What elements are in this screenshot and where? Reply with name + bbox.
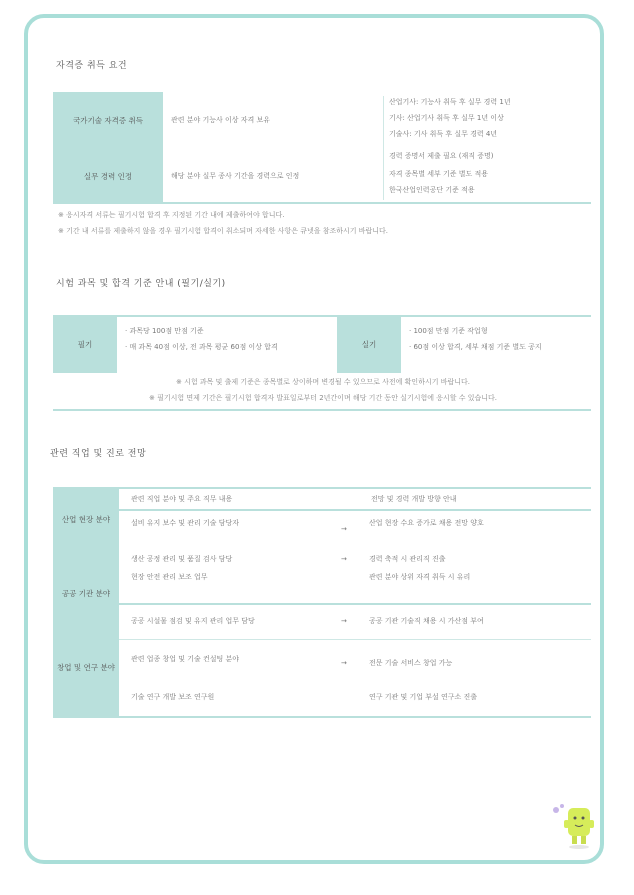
section2-left-label: 필기 (77, 340, 93, 349)
section1-row1-label-cell (53, 92, 163, 150)
section1-divider (383, 96, 384, 200)
section3-group2-label: 공공 기관 분야 (61, 589, 111, 598)
section3-g1-r2-arrow: → (341, 555, 347, 563)
section1-row1-middle: 관련 분야 기능사 이상 자격 보유 (171, 116, 271, 124)
section2-left-line-2: · 매 과목 40점 이상, 전 과목 평균 60점 이상 합격 (125, 343, 278, 351)
section1-row2-label-cell (53, 150, 163, 204)
section3-group2-rule (119, 639, 591, 640)
mascot-character-icon (548, 800, 598, 854)
section3-g2-r1-arrow: → (341, 617, 347, 625)
section1-row2-middle: 해당 분야 실무 종사 기간을 경력으로 인정 (171, 172, 300, 180)
section3-g2-r1-right: 공공 기관 기술직 채용 시 가산점 부여 (369, 617, 484, 625)
section3-g1-r1-left: 설비 유지 보수 및 관리 기술 담당자 (131, 519, 240, 527)
section3-heading: 관련 직업 및 진로 전망 (50, 449, 147, 459)
section1-row2-label: 실무 경력 인정 (83, 172, 133, 181)
section1-row1-right-3: 기술사: 기사 취득 후 실무 경력 4년 (389, 130, 498, 138)
section3-g1-r2-left: 생산 공정 관리 및 품질 검사 담당 (131, 555, 233, 563)
section1-row1-right-1: 산업기사: 기능사 취득 후 실무 경력 1년 (389, 98, 511, 106)
section3-g1-r1-arrow: → (341, 525, 347, 533)
section1-heading: 자격증 취득 요건 (56, 61, 128, 71)
section3-table (53, 489, 591, 717)
section3-header-rule (119, 509, 591, 511)
section2-right-line-2: · 60점 이상 합격, 세부 채점 기준 별도 공지 (409, 343, 542, 351)
section3-g3-r1-arrow: → (341, 659, 347, 667)
section1-row1-label: 국가기술 자격증 취득 (73, 116, 143, 125)
section1-note-2: ※ 기간 내 서류를 제출하지 않을 경우 필기시험 합격이 취소되며 자세한 사항은 큐넷을 참조하시기 바랍니다. (58, 227, 389, 235)
section3-header-left: 관련 직업 분야 및 주요 직무 내용 (131, 495, 233, 503)
section3-g1-r3-left: 현장 안전 관리 보조 업무 (131, 573, 208, 581)
section1-table (53, 92, 591, 204)
section2-left-line-1: · 과목당 100점 만점 기준 (125, 327, 204, 335)
section1-table-bottom-rule (53, 202, 591, 204)
section1-row2-right-1: 경력 증명서 제출 필요 (재직 증명) (389, 152, 494, 160)
section3-header-right: 전망 및 경력 개발 방향 안내 (371, 495, 457, 503)
section2-right-label-cell (337, 317, 401, 373)
section3-group1-label: 산업 현장 분야 (61, 515, 111, 524)
section2-right-label: 실기 (361, 340, 377, 349)
section1-row1-right-2: 기사: 산업기사 취득 후 실무 1년 이상 (389, 114, 504, 122)
section3-g3-r1-left: 관련 업종 창업 및 기술 컨설팅 분야 (131, 655, 240, 663)
section2-note-2: ※ 필기시험 면제 기간은 필기시험 합격자 발표일로부터 2년간이며 해당 기간 동안 실기시험에 응시할 수 있습니다. (149, 394, 497, 402)
section3-g1-r3-right: 관련 분야 상위 자격 취득 시 유리 (369, 573, 471, 581)
section3-g1-r2-right: 경력 축적 시 관리직 진출 (369, 555, 446, 563)
section3-g2-r1-left: 공공 시설물 점검 및 유지 관리 업무 담당 (131, 617, 255, 625)
section1-row2-right-3: 한국산업인력공단 기준 적용 (389, 186, 475, 194)
section3-g3-r1-right: 전문 기술 서비스 창업 가능 (369, 659, 453, 667)
section3-group3-label: 창업 및 연구 분야 (57, 663, 115, 672)
section2-table (53, 317, 591, 411)
section2-heading: 시험 과목 및 합격 기준 안내 (필기/실기) (56, 279, 226, 289)
section3-table-bottom-rule (53, 716, 591, 718)
section3-group1-rule (119, 603, 591, 605)
section1-note-1: ※ 응시자격 서류는 필기시험 합격 후 지정된 기간 내에 제출하여야 합니다. (58, 211, 285, 219)
section1-row2-right-2: 자격 종목별 세부 기준 별도 적용 (389, 170, 489, 178)
section2-left-label-cell (53, 317, 117, 373)
section2-note-1: ※ 시험 과목 및 출제 기준은 종목별로 상이하며 변경될 수 있으므로 사전에 확인하시기 바랍니다. (176, 378, 470, 386)
section3-g3-r2-right: 연구 기관 및 기업 부설 연구소 진출 (369, 693, 478, 701)
section2-right-line-1: · 100점 만점 기준 작업형 (409, 327, 488, 335)
section3-g3-r2-left: 기술 연구 개발 보조 연구원 (131, 693, 215, 701)
section2-table-bottom-rule (53, 409, 591, 411)
section3-g1-r1-right: 산업 현장 수요 증가로 채용 전망 양호 (369, 519, 484, 527)
